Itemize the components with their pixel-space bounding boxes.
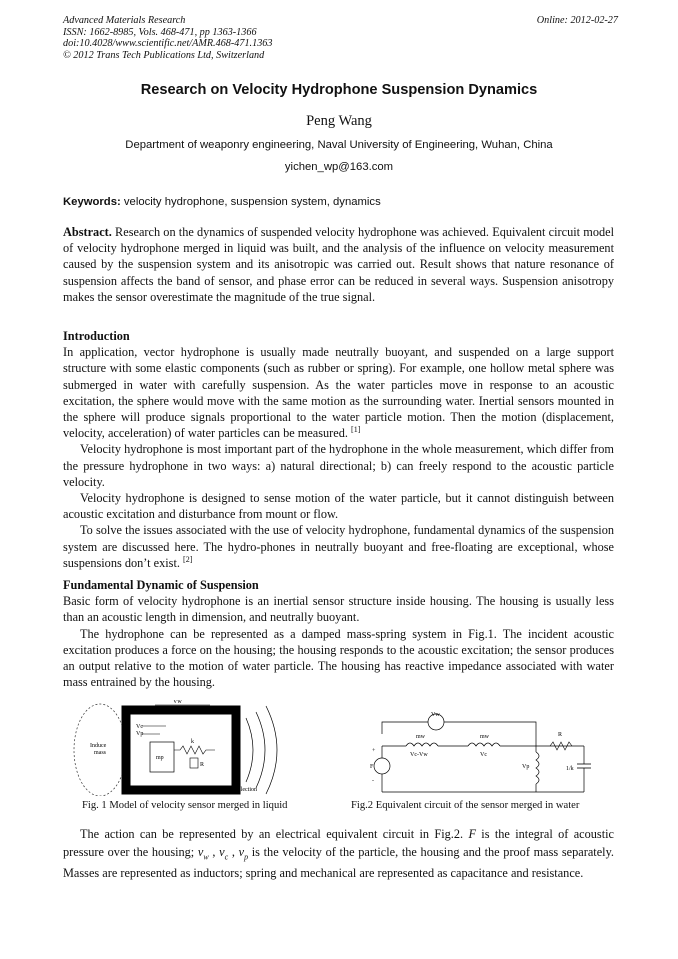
doi-line[interactable]: doi:10.4028/www.scientific.net/AMR.468-471.1363 xyxy=(63,38,273,50)
figure-1-diagram xyxy=(70,700,315,796)
paragraph: Basic form of velocity hydrophone is an inertial sensor structure inside housing. The housing is usually less than an acoustic length in dimension, and neutrally buoyant. xyxy=(63,594,614,625)
fig1-label-mass: mass xyxy=(94,750,106,756)
abstract xyxy=(63,224,614,305)
fig2-label-vp: Vp xyxy=(522,764,530,770)
section-fundamental xyxy=(63,577,614,690)
fig2-label-vw: Vw xyxy=(431,712,440,718)
section-heading: Fundamental Dynamic of Suspension xyxy=(63,578,259,592)
abstract-text: Research on the dynamics of suspended velocity hydrophone was achieved. Equivalent circuit model of velocity hydrophone merged in liquid was built, and the analysis of the influence on velocity measurement caused by the suspension system and its anisotropic was carried out. Result shows that nature resonance of suspension affects the band of sensor, and phase error can be reduced in several ways. Suspension anisotropy makes the sensor overestimate the magnitude of the true signal. xyxy=(63,225,614,304)
author-name: Peng Wang xyxy=(306,113,372,129)
journal-header xyxy=(63,15,618,61)
abstract-label: Abstract. xyxy=(63,225,112,239)
paragraph xyxy=(63,344,614,441)
damper-r xyxy=(190,758,198,768)
affiliation: Department of weaponry engineering, Naval University of Engineering, Wuhan, China xyxy=(125,139,553,151)
figure-2-caption: Fig.2 Equivalent circuit of the sensor merged in water xyxy=(351,800,580,811)
fig2-label-vcvw: Vc-Vw xyxy=(410,752,428,758)
fig2-label-vc: Vc xyxy=(480,752,487,758)
figure-2-circuit xyxy=(370,704,602,796)
inductor-mw1 xyxy=(406,743,438,746)
fig1-label-drag: drag xyxy=(178,708,189,714)
fig1-label-vc: Vc xyxy=(136,724,143,730)
symbol-vp: $v_p$ xyxy=(238,844,249,861)
housing-frame xyxy=(126,710,236,790)
inductor-mw2 xyxy=(468,743,500,746)
fig1-label-reflection: reflection xyxy=(234,787,257,793)
keywords-label: Keywords: xyxy=(63,196,121,208)
online-date: Online: 2012-02-27 xyxy=(536,15,618,26)
symbol-vc: $v_c$ xyxy=(219,844,229,861)
fig2-label-minus: - xyxy=(372,778,374,784)
paragraph-text: In application, vector hydrophone is usually made neutrally buoyant, and suspended on a large support structure with some elastic components (such as rubber or spring). For example, one hollow metal sphere was submerged in water with carefully suspension. As the water particles move in response to an acoustic excitation, the sphere would move with the same motion as the surrounding water. Inertial sensors mounted in the sphere will produce signals proportional to the water particle motion. Then the motion (displacement, velocity, acceleration) of water particles can be measured. xyxy=(63,345,614,441)
paragraph-text: is the velocity of the particle, the housing and the proof mass separately. Masses are represented as inductors; spring and mechanical are represented as capacitance and resistance. xyxy=(63,844,614,881)
citation[interactable]: [2] xyxy=(183,554,193,564)
symbol-f: F xyxy=(468,827,476,841)
paragraph-text: To solve the issues associated with the use of velocity hydrophone, fundamental dynamics of the suspension system are discussed here. The hydro-phones in neutrally buoyant and free-floating are exceptional, whose suspensions don’t exist. xyxy=(63,523,614,570)
citation[interactable]: [1] xyxy=(351,425,361,435)
spring-k xyxy=(174,746,215,754)
author-email[interactable]: yichen_wp@163.com xyxy=(284,161,394,173)
fig2-label-f: F xyxy=(370,764,374,770)
symbol-vw: $v_w$ xyxy=(197,844,209,861)
fig1-label-induce: Induce xyxy=(90,743,107,749)
paper-title: Research on Velocity Hydrophone Suspension Dynamics xyxy=(140,82,538,98)
issn-line: ISSN: 1662-8985, Vols. 468-471, pp 1363-1366 xyxy=(63,26,257,38)
fig1-label-k: k xyxy=(191,739,194,745)
fig1-label-r: R xyxy=(200,762,205,768)
fig2-label-plus: + xyxy=(372,748,376,754)
section-heading: Introduction xyxy=(63,329,130,343)
keywords-text: velocity hydrophone, suspension system, dynamics xyxy=(120,196,381,208)
journal-name: Advanced Materials Research xyxy=(63,15,186,26)
paragraph-text: is the integral of acoustic pressure over the housing; xyxy=(63,827,614,859)
fig2-label-mw2: mw xyxy=(480,734,489,740)
fig2-label-ik: 1/k xyxy=(566,766,574,772)
section-introduction xyxy=(63,328,614,571)
keywords xyxy=(63,196,381,208)
fig1-label-mp: mp xyxy=(156,755,164,761)
paragraph xyxy=(63,522,614,571)
paragraph-text: The action can be represented by an electrical equivalent circuit in Fig.2. xyxy=(80,827,469,841)
fig1-label-vw: Vw xyxy=(173,700,182,705)
inductor-mp xyxy=(536,752,539,784)
fig1-label-mw: mw xyxy=(166,790,175,796)
copyright-line: © 2012 Trans Tech Publications Ltd, Switzerland xyxy=(63,49,265,61)
paragraph-circuit-description: The action can be represented by an electrical equivalent circuit in Fig.2. F is the integral of acoustic pressure over the housing; $v_w$ , $v_c$ , $v_p$ is the velocity of the particle, the housing and the proof mass separately. Masses are represented as inductors; spring and mechanical are represented as capacitance and resistance. xyxy=(63,827,614,881)
force-source-f xyxy=(374,758,390,774)
fig2-label-mw1: mw xyxy=(416,734,425,740)
figure-1-caption: Fig. 1 Model of velocity sensor merged in liquid xyxy=(82,800,288,811)
fig1-label-vp: Vp xyxy=(136,731,144,737)
fig2-label-r: R xyxy=(558,732,563,738)
paragraph: The hydrophone can be represented as a damped mass-spring system in Fig.1. The incident acoustic excitation produces a force on the housing; the housing responds to the acoustic excitation; the sensor produces an output relative to the motion of water particle. The housing has reactive impedance associated with water mass entrained by the housing. xyxy=(63,626,614,690)
paragraph: Velocity hydrophone is most important part of the hydrophone in the whole measurement, which differ from the pressure hydrophone in two ways: a) natural directional; b) can freely respond to the acoustic particle velocity. xyxy=(63,442,614,489)
paragraph: Velocity hydrophone is designed to sense motion of the water particle, but it cannot distinguish between acoustic excitation and disturbance from mount or flow. xyxy=(63,491,614,522)
